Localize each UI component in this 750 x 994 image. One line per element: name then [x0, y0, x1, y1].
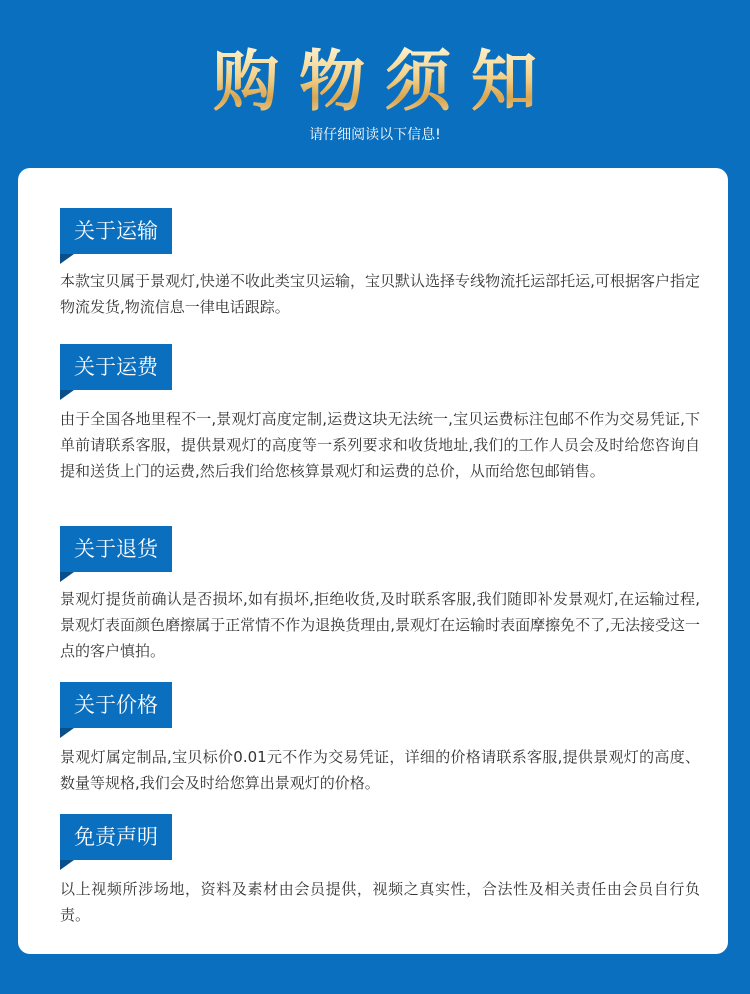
page-header [0, 0, 750, 168]
section-text: 以上视频所涉场地，资料及素材由会员提供，视频之真实性，合法性及相关责任由会员自行负责。 [60, 880, 700, 924]
section-text: 由于全国各地里程不一,景观灯高度定制,运费这块无法统一,宝贝运费标注包邮不作为交易凭证,下单前请联系客服，提供景观灯的高度等一系列要求和收货地址,我们的工作人员会及时给您咨询自提和送货上门的运费,然后我们给您核算景观灯和运费的总价，从而给您包邮销售。 [60, 410, 700, 480]
heading-tail-decoration [60, 390, 74, 400]
section-text: 景观灯属定制品,宝贝标价0.01元不作为交易凭证，详细的价格请联系客服,提供景观灯的高度、数量等规格,我们会及时给您算出景观灯的价格。 [60, 748, 700, 792]
section-heading: 关于价格 [60, 682, 172, 728]
heading-tail-decoration [60, 254, 74, 264]
section-text: 本款宝贝属于景观灯,快递不收此类宝贝运输，宝贝默认选择专线物流托运部托运,可根据客户指定物流发货,物流信息一律电话跟踪。 [60, 272, 700, 316]
heading-tail-decoration [60, 860, 74, 870]
heading-tail-decoration [60, 728, 74, 738]
page-title: 购物须知 [0, 42, 750, 122]
section-heading: 关于运输 [60, 208, 172, 254]
section-heading: 关于运费 [60, 344, 172, 390]
page-subtitle: 请仔细阅读以下信息! [309, 127, 441, 143]
info-card [18, 168, 728, 954]
section-text: 景观灯提货前确认是否损坏,如有损坏,拒绝收货,及时联系客服,我们随即补发景观灯,在运输过程,景观灯表面颜色磨擦属于正常情不作为退换货理由,景观灯在运输时表面摩擦免不了,无法接受这一点的客户慎拍。 [60, 590, 700, 660]
section-heading: 关于退货 [60, 526, 172, 572]
section-heading: 免责声明 [60, 814, 172, 860]
heading-tail-decoration [60, 572, 74, 582]
